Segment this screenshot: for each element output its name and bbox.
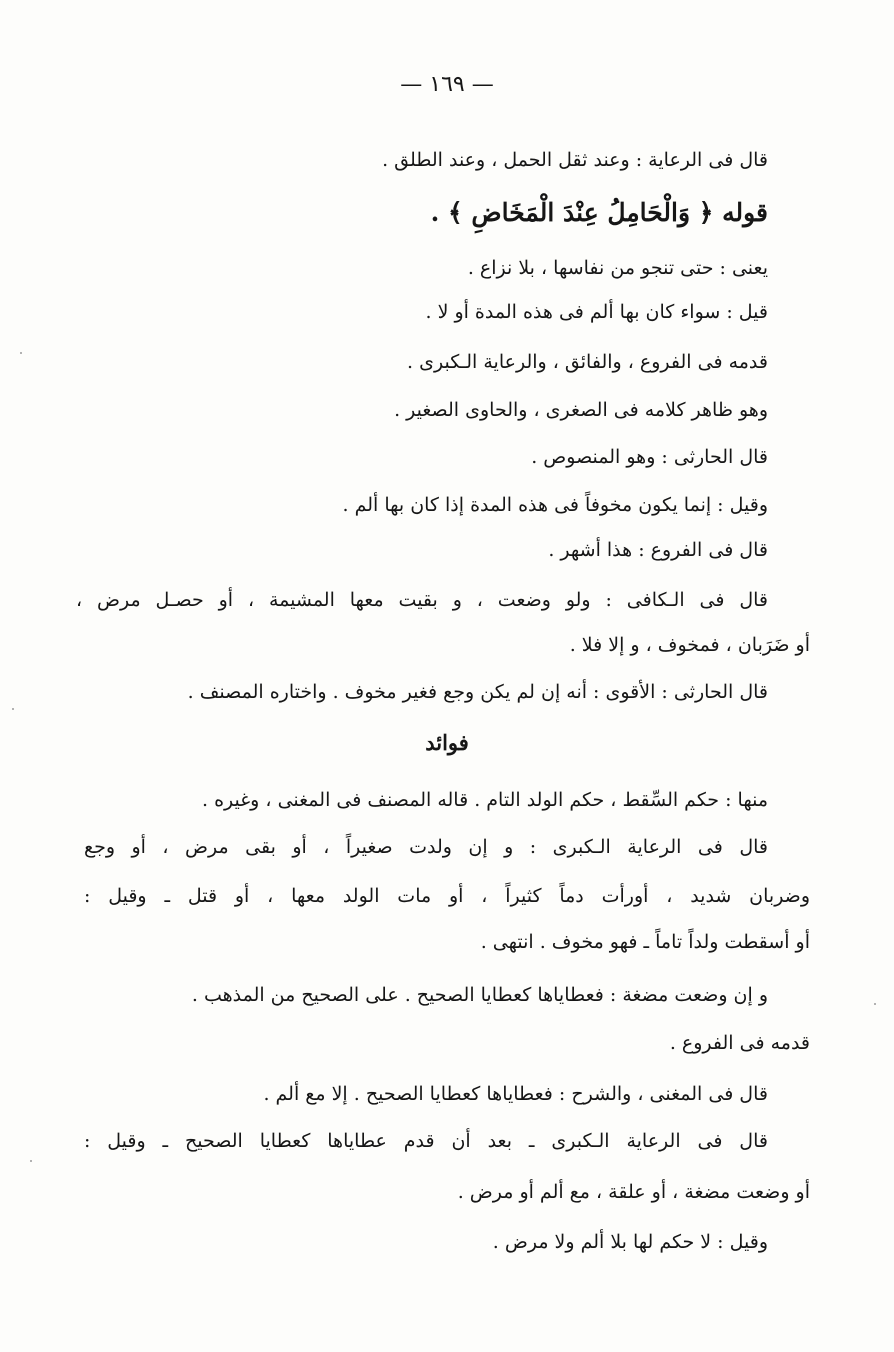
- text-line: قدمه فى الفروع .: [669, 1032, 810, 1054]
- text-line: قال الحارثى : الأقوى : أنه إن لم يكن وجع فغير مخوف . واختاره المصنف .: [187, 681, 768, 703]
- scan-speck: [874, 1003, 876, 1005]
- section-heading: فوائد: [425, 730, 469, 755]
- quran-verse-line: قوله ﴿ وَالْحَامِلُ عِنْدَ الْمَخَاضِ ﴾ .: [430, 198, 768, 227]
- text-line: قال فى الفروع : هذا أشهر .: [548, 539, 768, 561]
- text-line: قال فى الرعاية : وعند ثقل الحمل ، وعند الطلق .: [382, 149, 768, 171]
- text-line: قدمه فى الفروع ، والفائق ، والرعاية الـكبرى .: [407, 351, 768, 373]
- text-line: يعنى : حتى تنجو من نفاسها ، بلا نزاع .: [467, 257, 768, 279]
- text-line: قال فى الرعاية الـكبرى : و إن ولدت صغيراً ، أو بقى مرض ، أو وجع: [84, 836, 768, 858]
- text-line: وقيل : لا حكم لها بلا ألم ولا مرض .: [492, 1231, 768, 1253]
- text-line: قيل : سواء كان بها ألم فى هذه المدة أو لا .: [425, 301, 768, 323]
- text-line: قال فى الـكافى : ولو وضعت ، و بقيت معها المشيمة ، أو حصـل مرض ،: [76, 589, 768, 611]
- text-line: منها : حكم السِّقط ، حكم الولد التام . قاله المصنف فى المغنى ، وغيره .: [202, 789, 768, 811]
- text-line: قال فى الرعاية الـكبرى ـ بعد أن قدم عطاياها كعطايا الصحيح ـ وقيل :: [84, 1130, 768, 1152]
- text-line: قال فى المغنى ، والشرح : فعطاياها كعطايا الصحيح . إلا مع ألم .: [263, 1083, 768, 1105]
- scan-speck: [20, 352, 22, 354]
- text-line: وهو ظاهر كلامه فى الصغرى ، والحاوى الصغير .: [394, 399, 768, 421]
- text-line: أو وضعت مضغة ، أو علقة ، مع ألم أو مرض .: [457, 1181, 810, 1203]
- text-line: أو أسقطت ولداً تاماً ـ فهو مخوف . انتهى .: [480, 931, 810, 953]
- text-line: وضربان شديد ، أورأت دماً كثيراً ، أو مات الولد معها ، أو قتل ـ وقيل :: [84, 885, 810, 907]
- text-line: أو ضَرَبان ، فمخوف ، و إلا فلا .: [569, 634, 810, 656]
- scan-speck: [30, 1160, 32, 1162]
- text-line: وقيل : إنما يكون مخوفاً فى هذه المدة إذا كان بها ألم .: [342, 494, 768, 516]
- scan-speck: [12, 708, 14, 710]
- text-line: قال الحارثى : وهو المنصوص .: [531, 446, 768, 468]
- text-line: و إن وضعت مضغة : فعطاياها كعطايا الصحيح . على الصحيح من المذهب .: [191, 984, 768, 1006]
- page-number: — ١٦٩ —: [400, 72, 494, 97]
